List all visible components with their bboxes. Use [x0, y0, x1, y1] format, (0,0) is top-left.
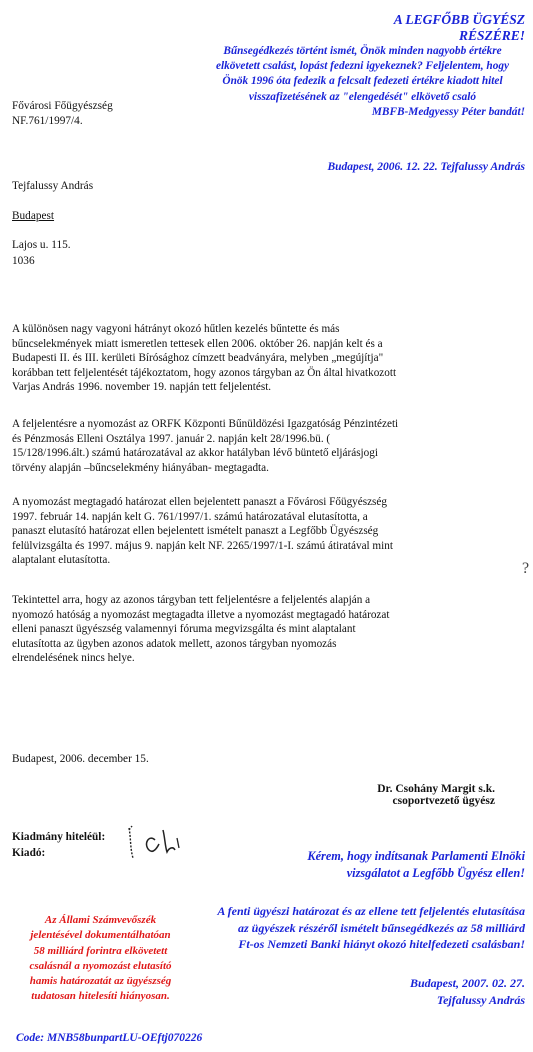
- recipient-name: Tejfalussy András: [12, 180, 94, 192]
- paragraph-line: felülvizsgálta és 1997. május 9. napján kelt NF. 2265/1997/1-I. számú átiratával mint: [12, 539, 393, 552]
- paragraph-line: Tekintettel arra, hogy az azonos tárgyban tett feljelentésre a feljelentés alapján a: [12, 594, 371, 606]
- margin-mark: ?: [522, 560, 530, 577]
- paragraph-line: Budapesti II. és III. kerületi Bírósághoz címzett beadványára, melyben „megújítja": [12, 352, 384, 365]
- signature-block: [280, 783, 495, 807]
- request-line: Kérem, hogy indítsanak Parlamenti Elnöki: [307, 849, 525, 863]
- paragraph-line: elleni panaszt ügyészség valamennyi fóruma megvizsgálta és mint alaptalant: [12, 623, 356, 636]
- bottom-note-line: A fenti ügyészi határozat és az ellene tett feljelentés elutasítása: [217, 904, 525, 918]
- bottom-note-line: Ft-os Nemzeti Banki hiányt okozó hitelfedezeti csalásban!: [238, 937, 525, 951]
- bottom-note-line: az ügyészek részéről ismételt bűnsegédkezés az 58 milliárd: [238, 920, 525, 935]
- code-line: Code: MNB58bunpartLU-OEftj070226: [16, 1032, 203, 1044]
- bottom-date: [330, 975, 525, 1008]
- red-note-line: jelentésével dokumentálhatóan: [30, 929, 171, 942]
- red-note-line: csalásnál a nyomozást elutasító: [29, 959, 172, 972]
- paragraph-line: A feljelentésre a nyomozást az ORFK Központi Bűnüldözési Igazgatóság Pénzintézeti: [12, 418, 399, 430]
- signature-title: csoportvezető ügyész: [392, 795, 495, 807]
- red-note-line: Az Állami Számvevőszék: [44, 914, 157, 926]
- kiado-label: Kiadó:: [12, 847, 46, 859]
- bottom-date-line: Budapest, 2007. 02. 27.: [409, 976, 525, 990]
- red-note-line: hamis határozatát az ügyészség: [29, 975, 172, 988]
- recipient-city: Budapest: [12, 210, 55, 222]
- paragraph-line: törvény alapján –bűncselekmény hiányában- megtagadta.: [12, 461, 269, 474]
- recipient-street: Lajos u. 115.: [12, 239, 71, 251]
- paragraph-line: elrendelésének nincs helye.: [12, 652, 135, 665]
- paragraph-line: korábban tett feljelentését tájékoztatom, hogy azonos tárgyban az Ön által hivatkozott: [12, 366, 397, 379]
- red-note-line: 58 milliárd forintra elkövetett: [33, 944, 168, 957]
- top-note-line: Bűnsegédkezés történt ismét, Önök minden nagyobb értékre: [223, 45, 502, 57]
- paragraph-line: Varjas András 1996. november 19. napján tett feljelentést.: [12, 381, 272, 394]
- paragraph-line: A nyomozást megtagadó határozat ellen bejelentett panaszt a Fővárosi Főügyészség: [12, 496, 387, 508]
- top-note-date: Budapest, 2006. 12. 22. Tejfalussy András: [327, 161, 525, 173]
- kiadmany-label: Kiadmány hiteléül:: [12, 831, 106, 843]
- paragraph-line: A különösen nagy vagyoni hátrányt okozó hűtlen kezelés bűntette és más: [12, 323, 340, 335]
- bottom-note: [160, 903, 525, 953]
- paragraph-line: panaszt elutasító határozat ellen bejelentett ismételt panaszt a Legfőbb Ügyészség: [12, 525, 379, 538]
- top-note-line: Önök 1996 óta fedezik a felcsalt fedezeti értékre kiadott hitel: [222, 75, 503, 88]
- red-note: [8, 913, 193, 1005]
- sender-ref: NF.761/1997/4.: [12, 114, 83, 127]
- signature-name: Dr. Csohány Margit s.k.: [377, 783, 495, 795]
- recipient-zip: 1036: [12, 255, 35, 267]
- paragraph-line: alaptalant elutasította.: [12, 554, 111, 567]
- date-line: Budapest, 2006. december 15.: [12, 753, 149, 765]
- paragraph-line: és Pénzmosás Elleni Osztálya 1997. január 2. napján kelt 28/1996.bü. (: [12, 432, 331, 445]
- body-paragraph-2: [12, 417, 498, 475]
- top-note-line: visszafizetésének az "elengedését" elkövető csaló: [248, 90, 477, 103]
- handwritten-signature: [125, 818, 185, 864]
- sender-block: [12, 99, 113, 128]
- paragraph-line: 15/128/1996.ált.) számú határozatával az akkor hatályban lévő büntető eljárásjogi: [12, 447, 378, 460]
- paragraph-line: 1997. február 14. napján kelt G. 761/1997/1. számú határozatával elutasította, a: [12, 510, 368, 523]
- bottom-signer: Tejfalussy András: [436, 992, 525, 1007]
- top-note-line: elkövetett csalást, lopást fedezni igyekeznek? Feljelentem, hogy: [215, 60, 510, 73]
- body-paragraph-1: [12, 322, 498, 395]
- body-paragraph-4: [12, 593, 498, 666]
- top-note: [200, 44, 525, 120]
- body-paragraph-3: [12, 495, 498, 568]
- top-note-line: MBFB-Medgyessy Péter bandát!: [371, 105, 525, 118]
- request-note: [250, 848, 525, 882]
- paragraph-line: nyomozó hatóság a nyomozást megtagadta illetve a nyomozást megtagadó határozat: [12, 608, 390, 621]
- paragraph-line: bűncselekmények miatt ismeretlen tettesek ellen 2006. október 26. napján kelt és a: [12, 337, 383, 350]
- red-note-line: tudatosan hitelesíti hiányosan.: [31, 990, 170, 1003]
- header-title: A LEGFŐBB ÜGYÉSZ RÉSZÉRE!: [393, 12, 525, 43]
- request-line: vizsgálatot a Legfőbb Ügyész ellen!: [346, 866, 525, 880]
- sender-name: Fővárosi Főügyészség: [12, 100, 113, 112]
- paragraph-line: elutasította az ügyben azonos adatok mellett, azonos tárgyban nyomozás: [12, 637, 337, 650]
